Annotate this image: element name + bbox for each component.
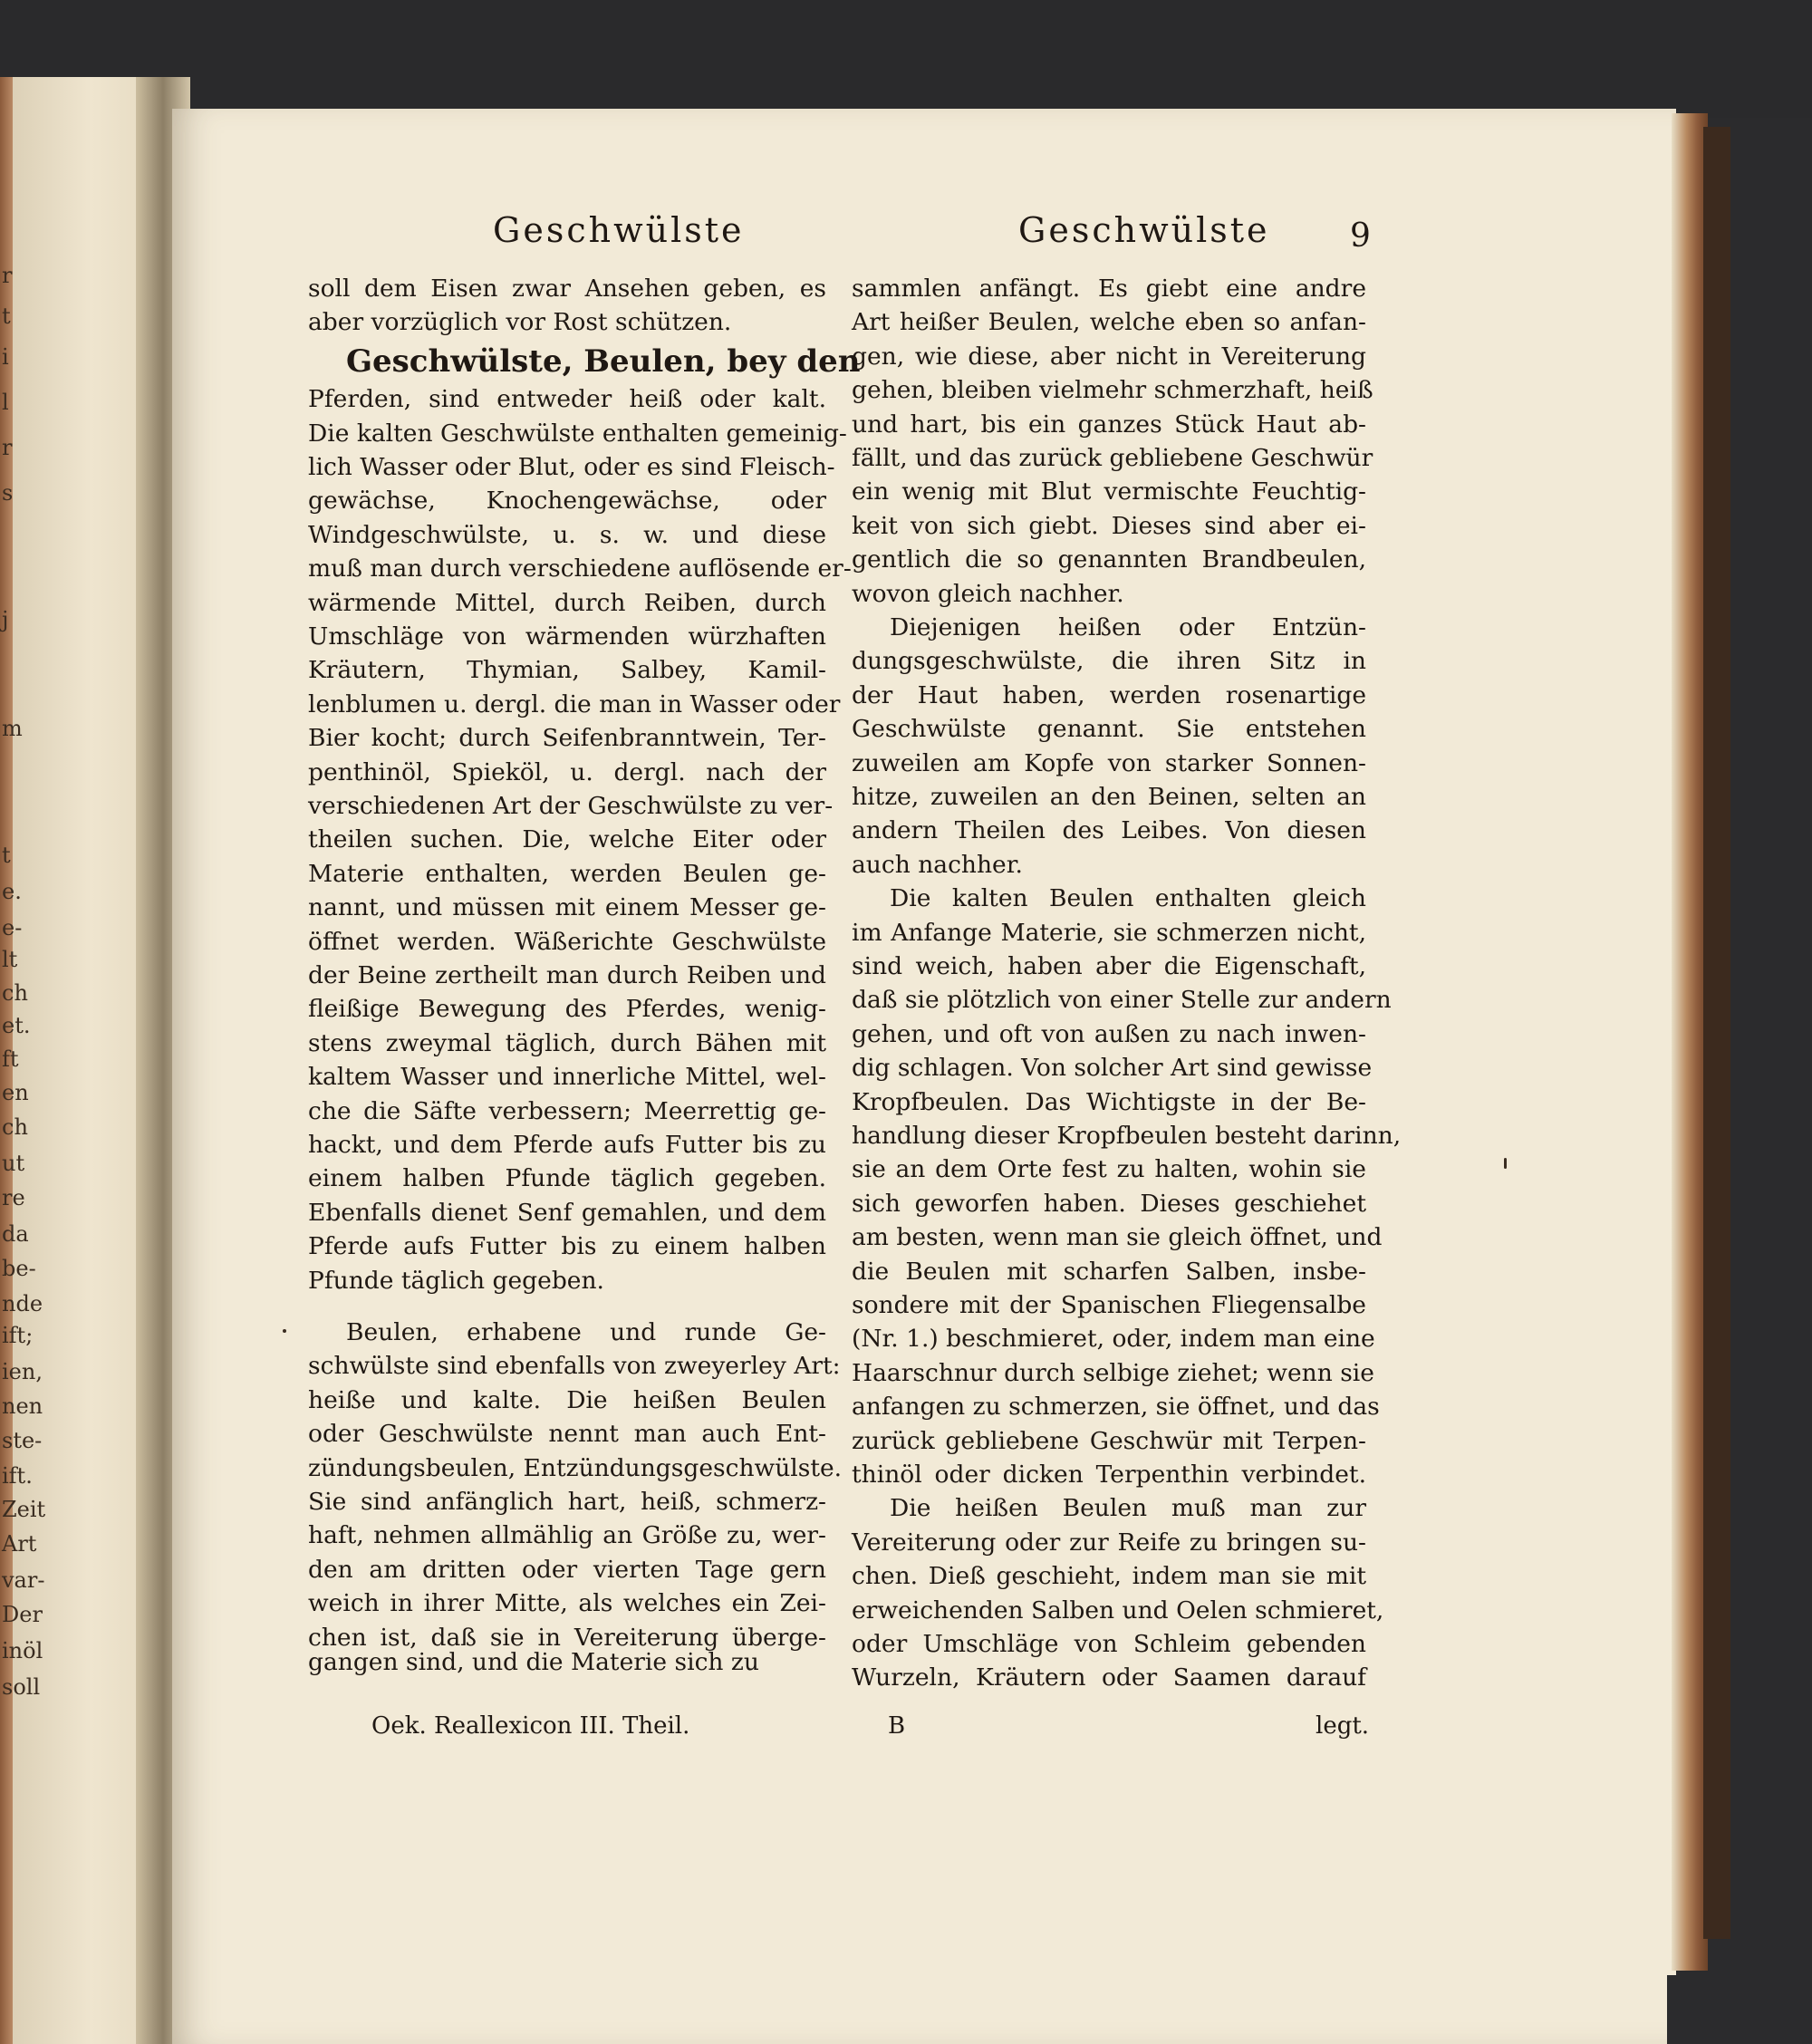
text-line: und hart, bis ein ganzes Stück Haut ab-: [852, 410, 1366, 439]
margin-fragment: en: [2, 1080, 29, 1105]
text-line: muß man durch verschiedene auflösende er-: [308, 554, 852, 583]
text-line: am besten, wenn man sie gleich öffnet, und: [852, 1223, 1383, 1252]
page-number: 9: [1350, 217, 1371, 255]
text-line: chen ist, daß sie in Vereiterung überge-: [308, 1623, 826, 1652]
text-line: zurück gebliebene Geschwür mit Terpen-: [852, 1426, 1366, 1455]
margin-fragment: ft: [2, 1046, 19, 1072]
text-line: lich Wasser oder Blut, oder es sind Fleisch-: [308, 453, 835, 481]
margin-fragment: ch: [2, 1114, 28, 1140]
text-line: Windgeschwülste, u. s. w. und diese: [308, 520, 826, 549]
margin-fragment: lt: [2, 947, 18, 972]
text-line: Pfunde täglich gegeben.: [308, 1266, 604, 1295]
text-line: heiße und kalte. Die heißen Beulen: [308, 1385, 826, 1414]
text-line: wovon gleich nachher.: [852, 579, 1124, 608]
text-line: gehen, bleiben vielmehr schmerzhaft, heiß: [852, 376, 1373, 405]
margin-fragment: Zeit: [2, 1497, 46, 1522]
margin-fragment: nen: [2, 1393, 43, 1419]
ink-speck: [1504, 1158, 1507, 1169]
margin-fragment: ien,: [2, 1359, 43, 1384]
margin-fragment: et.: [2, 1013, 31, 1038]
margin-fragment: e-: [2, 915, 23, 940]
text-line: Diejenigen heißen oder Entzün-: [890, 613, 1366, 641]
catchword: legt.: [1316, 1712, 1370, 1740]
text-line: gewächse, Knochengewächse, oder: [308, 487, 826, 516]
margin-fragment: nde: [2, 1291, 43, 1316]
margin-fragment: e.: [2, 879, 22, 904]
running-head-right: Geschwülste: [1018, 210, 1270, 250]
margin-fragment: ut: [2, 1151, 25, 1176]
margin-fragment: var-: [2, 1567, 45, 1593]
margin-fragment: r: [2, 435, 13, 460]
margin-fragment: inöl: [2, 1638, 43, 1663]
margin-fragment: i: [2, 344, 9, 370]
text-line: schwülste sind ebenfalls von zweyerley Art:: [308, 1352, 841, 1381]
text-line: Kräutern, Thymian, Salbey, Kamil-: [308, 656, 826, 685]
text-line: sie an dem Orte fest zu halten, wohin sie: [852, 1155, 1366, 1184]
margin-fragment: ift.: [2, 1463, 33, 1489]
text-line: gehen, und oft von außen zu nach inwen-: [852, 1019, 1366, 1048]
text-line: sammlen anfängt. Es giebt eine andre: [852, 275, 1366, 303]
page-right-shadow: [1703, 127, 1730, 1939]
text-line: Haarschnur durch selbige ziehet; wenn sie: [852, 1358, 1374, 1387]
text-line: im Anfange Materie, sie schmerzen nicht,: [852, 918, 1366, 947]
text-line: soll dem Eisen zwar Ansehen geben, es: [308, 275, 826, 303]
text-line: Geschwülste genannt. Sie entstehen: [852, 715, 1366, 744]
margin-fragment: be-: [2, 1256, 36, 1281]
left-page-edge: [0, 77, 152, 2044]
text-line: Wurzeln, Kräutern oder Saamen darauf: [852, 1663, 1366, 1692]
text-line: Beulen, erhabene und runde Ge-: [346, 1318, 826, 1346]
text-line: penthinöl, Spieköl, u. dergl. nach der: [308, 757, 826, 786]
text-line: handlung dieser Kropfbeulen besteht darinn,: [852, 1122, 1402, 1150]
text-line: sind weich, haben aber die Eigenschaft,: [852, 952, 1366, 980]
signature-mark: B: [888, 1712, 906, 1740]
text-line: Ebenfalls dienet Senf gemahlen, und dem: [308, 1198, 826, 1227]
margin-fragment: t: [2, 843, 11, 868]
text-line: fällt, und das zurück gebliebene Geschwür: [852, 444, 1373, 472]
margin-fragment: ste-: [2, 1428, 43, 1453]
text-line: Die heißen Beulen muß man zur: [890, 1494, 1366, 1523]
margin-fragment: re: [2, 1185, 25, 1210]
text-line: den am dritten oder vierten Tage gern: [308, 1555, 826, 1584]
text-line: Die kalten Beulen enthalten gleich: [890, 884, 1366, 913]
margin-fragment: r: [2, 263, 13, 288]
text-line: Materie enthalten, werden Beulen ge-: [308, 859, 826, 888]
text-line: keit von sich giebt. Dieses sind aber ei-: [852, 511, 1366, 540]
background-corner: [1667, 1975, 1812, 2044]
margin-fragment: l: [2, 390, 9, 415]
text-line: Sie sind anfänglich hart, heiß, schmerz-: [308, 1488, 826, 1516]
text-line: sich geworfen haben. Dieses geschiehet: [852, 1189, 1366, 1218]
text-line: chen. Dieß geschieht, indem man sie mit: [852, 1562, 1366, 1591]
background-top: [0, 0, 1812, 118]
text-line: kaltem Wasser und innerliche Mittel, wel-: [308, 1063, 826, 1092]
margin-fragment: da: [2, 1221, 29, 1247]
text-line: andern Theilen des Leibes. Von diesen: [852, 816, 1366, 845]
margin-fragment: ch: [2, 980, 28, 1006]
text-line: verschiedenen Art der Geschwülste zu ver-: [308, 792, 834, 820]
text-line: oder Umschläge von Schleim gebenden: [852, 1630, 1366, 1658]
text-line: Pferden, sind entweder heiß oder kalt.: [308, 385, 826, 414]
text-line: der Haut haben, werden rosenartige: [852, 680, 1366, 709]
text-line: die Beulen mit scharfen Salben, insbe-: [852, 1257, 1366, 1286]
text-line: Umschläge von wärmenden würzhaften: [308, 622, 826, 651]
text-line: Pferde aufs Futter bis zu einem halben: [308, 1232, 826, 1261]
text-line: der Beine zertheilt man durch Reiben und: [308, 961, 826, 989]
text-line: daß sie plötzlich von einer Stelle zur andern: [852, 986, 1392, 1015]
text-line: zuweilen am Kopfe von starker Sonnen-: [852, 748, 1366, 777]
text-line: dig schlagen. Von solcher Art sind gewisse: [852, 1054, 1373, 1083]
text-line: hackt, und dem Pferde aufs Futter bis zu: [308, 1131, 826, 1159]
text-line: hitze, zuweilen an den Beinen, selten an: [852, 783, 1366, 811]
text-line: anfangen zu schmerzen, sie öffnet, und das: [852, 1393, 1380, 1422]
text-line: gen, wie diese, aber nicht in Vereiterung: [852, 342, 1366, 371]
text-line: einem halben Pfunde täglich gegeben.: [308, 1164, 826, 1193]
text-line: thinöl oder dicken Terpenthin verbindet.: [852, 1461, 1366, 1489]
text-line: dungsgeschwülste, die ihren Sitz in: [852, 647, 1366, 676]
text-line: erweichenden Salben und Oelen schmieret,: [852, 1596, 1384, 1625]
text-line: Bier kocht; durch Seifenbranntwein, Ter-: [308, 724, 826, 753]
text-line: fleißige Bewegung des Pferdes, wenig-: [308, 995, 826, 1024]
text-line: weich in ihrer Mitte, als welches ein Zei-: [308, 1589, 826, 1618]
text-line: auch nachher.: [852, 850, 1023, 879]
text-line: stens zweymal täglich, durch Bähen mit: [308, 1028, 826, 1057]
margin-fragment: s: [2, 480, 14, 506]
text-line: oder Geschwülste nennt man auch Ent-: [308, 1420, 826, 1449]
footer-title: Oek. Reallexicon III. Theil.: [371, 1712, 690, 1740]
text-line: ein wenig mit Blut vermischte Feuchtig-: [852, 477, 1366, 506]
margin-fragment: j: [2, 607, 9, 632]
margin-fragment: soll: [2, 1674, 41, 1700]
text-line: lenblumen u. dergl. die man in Wasser oder: [308, 689, 841, 718]
text-line: Kropfbeulen. Das Wichtigste in der Be-: [852, 1087, 1366, 1116]
text-line: aber vorzüglich vor Rost schützen.: [308, 308, 732, 337]
ink-speck: [283, 1329, 286, 1333]
text-line: che die Säfte verbessern; Meerrettig ge-: [308, 1096, 826, 1125]
running-head-left: Geschwülste: [493, 210, 745, 250]
margin-fragment: Art: [2, 1531, 37, 1557]
text-line: gentlich die so genannten Brandbeulen,: [852, 545, 1366, 574]
text-line: Vereiterung oder zur Reife zu bringen su-: [852, 1528, 1366, 1557]
margin-fragment: m: [2, 716, 23, 741]
margin-fragment: Der: [2, 1602, 43, 1627]
text-line: haft, nehmen allmählig an Größe zu, wer-: [308, 1521, 826, 1550]
text-line: öffnet werden. Wäßerichte Geschwülste: [308, 927, 826, 956]
text-line: wärmende Mittel, durch Reiben, durch: [308, 588, 826, 617]
text-line: nannt, und müssen mit einem Messer ge-: [308, 893, 826, 922]
text-line: gangen sind, und die Materie sich zu: [308, 1648, 759, 1676]
margin-fragment: ift;: [2, 1323, 34, 1348]
text-line: theilen suchen. Die, welche Eiter oder: [308, 825, 826, 854]
text-line: zündungsbeulen, Entzündungsgeschwülste.: [308, 1453, 843, 1482]
margin-fragment: t: [2, 304, 11, 329]
page-stack-edge: [1672, 113, 1708, 1971]
text-line: (Nr. 1.) beschmieret, oder, indem man eine: [852, 1325, 1375, 1354]
text-line: Die kalten Geschwülste enthalten gemeinig-: [308, 419, 847, 448]
text-line: Geschwülste, Beulen, bey den: [346, 342, 861, 380]
text-line: sondere mit der Spanischen Fliegensalbe: [852, 1291, 1366, 1319]
text-line: Art heißer Beulen, welche eben so anfan-: [852, 308, 1366, 337]
